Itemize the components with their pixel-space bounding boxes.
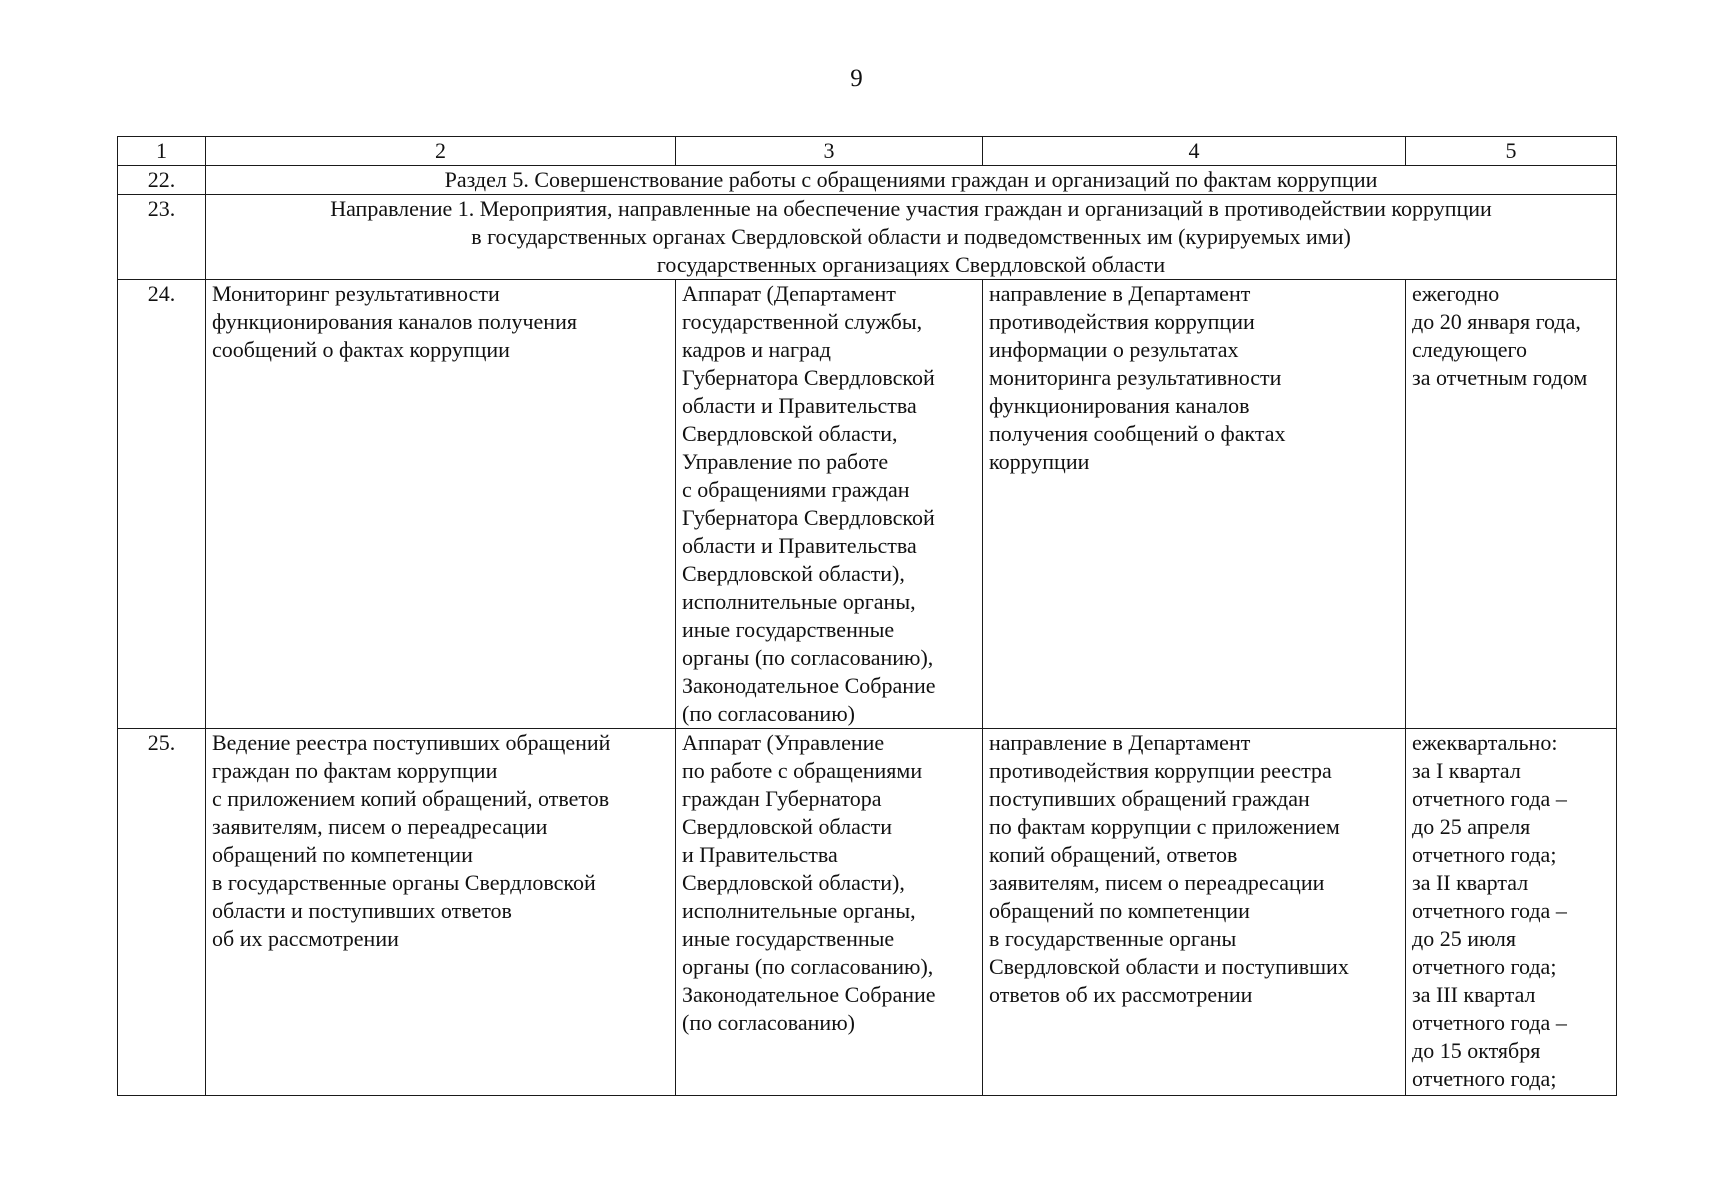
result-text: направление в Департамент противодействия коррупции реестра поступивших обращений граждан по фактам коррупции с приложением копий обращений, ответов заявителям, писем о переадресации обращений по компетенции в государственные органы Свердловской области и поступивших ответов об их рассмотрении: [989, 730, 1349, 1007]
anti-corruption-plan-table: [117, 136, 1617, 1096]
table-row: [118, 166, 1617, 195]
column-number: 3: [676, 137, 983, 166]
table-row: [118, 280, 1617, 729]
row-number: 24.: [118, 280, 206, 729]
column-number: 5: [1406, 137, 1617, 166]
page-number: 9: [850, 65, 863, 92]
direction-heading-text: Направление 1. Мероприятия, направленные на обеспечение участия граждан и организаций в противодействии коррупции в государственных органах Свердловской области и подведомственных им (курируемых ими) государственных организациях Свердловской области: [330, 196, 1492, 277]
deadline-text: ежегодно до 20 января года, следующего за отчетным годом: [1412, 281, 1588, 390]
activity-text: Ведение реестра поступивших обращений граждан по фактам коррупции с приложением копий обращений, ответов заявителям, писем о переадресации обращений по компетенции в государственные органы Свердловской области и поступивших ответов об их рассмотрении: [212, 730, 611, 951]
result-cell: [983, 729, 1406, 1096]
activity-text: Мониторинг результативности функционирования каналов получения сообщений о фактах коррупции: [212, 281, 577, 362]
section-heading-text: Раздел 5. Совершенствование работы с обращениями граждан и организаций по фактам коррупции: [444, 167, 1378, 192]
deadline-cell: [1406, 280, 1617, 729]
section-heading: [206, 166, 1617, 195]
result-cell: [983, 280, 1406, 729]
deadline-text: ежеквартально: за I квартал отчетного года – до 25 апреля отчетного года; за II квартал отчетного года – до 25 июля отчетного года; за III квартал отчетного года – до 15 октября отчетного года;: [1412, 730, 1567, 1091]
executors-cell: [676, 280, 983, 729]
row-number: 22.: [118, 166, 206, 195]
direction-heading: [206, 195, 1617, 280]
column-number: 4: [983, 137, 1406, 166]
executors-text: Аппарат (Управление по работе с обращениями граждан Губернатора Свердловской области и Правительства Свердловской области), исполнительные органы, иные государственные органы (по согласованию), Законодательное Собрание (по согласованию): [682, 730, 936, 1035]
column-number: 2: [206, 137, 676, 166]
table-row: [118, 729, 1617, 1096]
column-number-row: [118, 137, 1617, 166]
column-number: 1: [118, 137, 206, 166]
activity-cell: [206, 729, 676, 1096]
table-row: [118, 195, 1617, 280]
executors-text: Аппарат (Департамент государственной службы, кадров и наград Губернатора Свердловской области и Правительства Свердловской области, Управление по работе с обращениями граждан Губернатора Свердловской области и Правительства Свердловской области), исполнительные органы, иные государственные органы (по согласованию), Законодательное Собрание (по согласованию): [682, 281, 936, 726]
row-number: 23.: [118, 195, 206, 280]
result-text: направление в Департамент противодействия коррупции информации о результатах мониторинга результативности функционирования каналов получения сообщений о фактах коррупции: [989, 281, 1286, 474]
deadline-cell: [1406, 729, 1617, 1096]
row-number: 25.: [118, 729, 206, 1096]
activity-cell: [206, 280, 676, 729]
executors-cell: [676, 729, 983, 1096]
